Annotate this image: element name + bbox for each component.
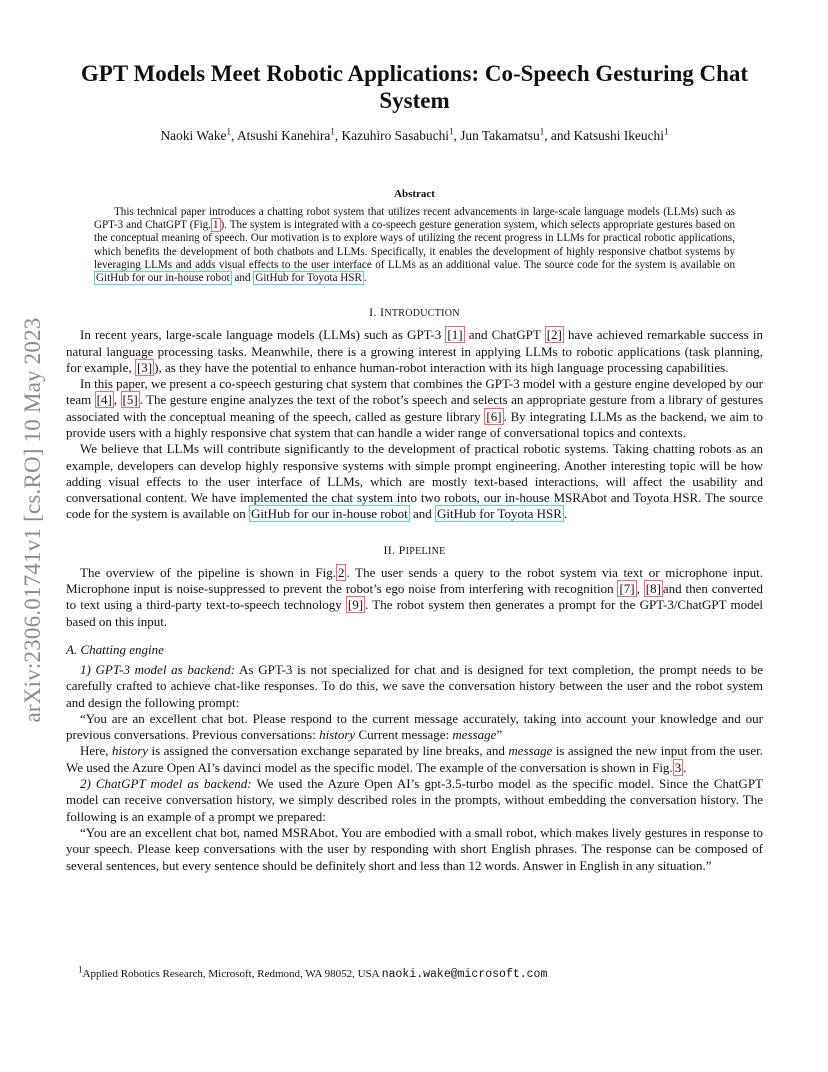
affiliation-mark: 1 — [448, 126, 454, 137]
citation-link[interactable]: [6] — [486, 408, 502, 424]
figure-ref-link[interactable]: 3 — [674, 759, 682, 775]
chatgpt-prompt-quote: “You are an excellent chat bot, named MSRAbot. You are embodied with a small robot, which makes lively gestures in response to your speech. Please keep conversations with the user by responding with short English phrases. The response can be composed of several sentences, but every sentence should be definitely short and less than 12 words. Answer in English in any situation.” — [66, 824, 763, 873]
gpt3-explanation-paragraph: Here, history is assigned the conversation exchange separated by line breaks, and message is assigned the new input from the user. We used the Azure Open AI’s davinci model as the specific model. The example of the conversation is shown in Fig. 3 . — [66, 743, 763, 775]
author: Jun Takamatsu — [460, 128, 540, 143]
paragraph-label: 1) GPT-3 model as backend: — [80, 661, 236, 677]
github-hsr-link[interactable]: GitHub for Toyota HSR — [437, 506, 562, 522]
paragraph-label: 2) ChatGPT model as backend: — [80, 776, 252, 792]
intro-paragraph-3: We believe that LLMs will contribute significantly to the development of practical robotic systems. Taking chatting robots as an example, developers can develop highly responsive systems with simple prompt engineering. Another interesting topic will be how adding visual effects to the user interface of LLMs, which are mostly text-based interactions, will affect the usability and conversational content. We have implemented the chat system into two robots, our in-house MSRAbot and Toyota HSR. The source code for the system is available on GitHub for our in-house robot and GitHub for Toyota HSR . — [66, 441, 763, 522]
paper-page — [66, 60, 763, 874]
author-email[interactable]: naoki.wake@microsoft.com — [381, 968, 548, 981]
intro-paragraph-2: In this paper, we present a co-speech gesturing chat system that combines the GPT-3 model with a gesture engine developed by our team [4] , [5] . The gesture engine analyzes the text of the robot’s speech and selects an appropriate gesture from a library of gestures associated with the conceptual meaning of the speech, called as gesture library [6] . By integrating LLMs as the backend, we aim to provide users with a highly responsive chat system that can handle a wider range of conversational topics and contexts. — [66, 376, 764, 440]
gpt3-paragraph: 1) GPT-3 model as backend: As GPT-3 is not specialized for chat and is designed for text completion, the prompt needs to be carefully crafted to achieve chat-like responses. To do this, we save the conversation history between the user and the robot system and design the following prompt: — [66, 661, 764, 710]
citation-link[interactable]: [5] — [122, 392, 138, 408]
section-heading-introduction: I. INTRODUCTION — [369, 305, 460, 320]
author-list — [66, 128, 763, 144]
citation-link[interactable]: [8] — [645, 581, 661, 597]
intro-paragraph-1: In recent years, large-scale language models (LLMs) such as GPT-3 [1] and ChatGPT [2] have achieved remarkable success in natural language processing tasks. Meanwhile, there is a growing interest in applying LLMs to robotic applications (task planning, for example, [3] ), as they have the potential to enhance human-robot interaction with its high language processing capabilities. — [66, 327, 763, 375]
affiliation-mark: 1 — [539, 126, 545, 137]
paper-title: GPT Models Meet Robotic Applications: Co-Speech Gesturing Chat System — [80, 61, 749, 113]
github-inhouse-link[interactable]: GitHub for our in-house robot — [251, 506, 408, 522]
arxiv-id: arXiv:2306.01741v1 [cs.RO] 10 May 2023 — [20, 317, 45, 723]
affiliation-mark: 1 — [663, 126, 669, 137]
abstract-body — [94, 206, 735, 285]
separator: , — [334, 128, 342, 143]
citation-link[interactable]: [2] — [546, 327, 562, 343]
affiliation-mark: 1 — [330, 126, 335, 137]
author: Kazuhiro Sasabuchi — [341, 128, 449, 143]
citation-link[interactable]: [3] — [136, 359, 153, 375]
author: Katsushi Ikeuchi — [573, 128, 664, 143]
figure-ref-link[interactable]: 2 — [337, 564, 345, 580]
separator: , — [231, 128, 237, 143]
github-inhouse-link[interactable]: GitHub for our in-house robot — [96, 272, 230, 285]
affiliation-footnote: $^1$Applied Robotics Research, Microsoft, Redmond, WA 98052, USA naoki.wake@microsoft.com — [78, 964, 548, 981]
citation-link[interactable]: [7] — [619, 581, 635, 597]
citation-link[interactable]: [4] — [96, 392, 112, 408]
pipeline-paragraph: The overview of the pipeline is shown in Fig. 2 . The user sends a query to the robot system via text or microphone input. Microphone input is noise-suppressed to prevent the robot’s ego noise from interfering with recognition [7] , [8] and then converted to text using a third-party text-to-speech technology [9] . The robot system then generates a prompt for the GPT-3/ChatGPT model based on this input. — [66, 564, 764, 629]
section-heading-pipeline: II. PIPELINE — [383, 542, 446, 557]
figure-ref-link[interactable]: 1 — [213, 219, 219, 232]
subsection-heading-chatting-engine: A. Chatting engine — [66, 641, 164, 657]
separator: , and — [544, 128, 574, 143]
citation-link[interactable]: [1] — [447, 327, 463, 343]
affiliation-mark: 1 — [226, 126, 231, 137]
abstract-text: . — [363, 272, 367, 285]
gpt3-prompt-quote: “You are an excellent chat bot. Please respond to the current message accurately, taking into account your knowledge and our previous conversations. Previous conversations: history Current message: message” — [66, 710, 763, 743]
separator: , — [453, 128, 461, 143]
abstract-text: ). The system is integrated with a co-speech gesture generation system, which selects appropriate gestures based on the conceptual meaning of speech. Our motivation is to explore ways of utilizing the recent progress in LLMs for practical robotic applications, which benefits the development of both chatbots and LLMs. Specifically, it enables the development of highly responsive chatbot systems by leveraging LLMs and adds visual effects to the user interface of LLMs as an additional value. The source code for the system is available on — [94, 219, 736, 271]
chatgpt-paragraph: 2) ChatGPT model as backend: We used the Azure Open AI’s gpt-3.5-turbo model as the specific model. Since the ChatGPT model can receive conversation history, we simply described roles in the prompts, without embedding the conversation history. The following is an example of a prompt we prepared: — [66, 776, 763, 824]
abstract-text: This technical paper introduces a chatting robot system that utilizes recent advancements in large-scale language models (LLMs) such as GPT-3 and ChatGPT (Fig. — [94, 206, 735, 232]
github-hsr-link[interactable]: GitHub for Toyota HSR — [255, 272, 362, 285]
abstract-text: and — [231, 272, 254, 285]
author: Atsushi Kanehira — [236, 128, 331, 143]
abstract-heading: Abstract — [394, 188, 435, 200]
author: Naoki Wake — [160, 128, 227, 143]
arxiv-sidebar-stamp — [18, 280, 48, 760]
citation-link[interactable]: [9] — [347, 597, 364, 613]
